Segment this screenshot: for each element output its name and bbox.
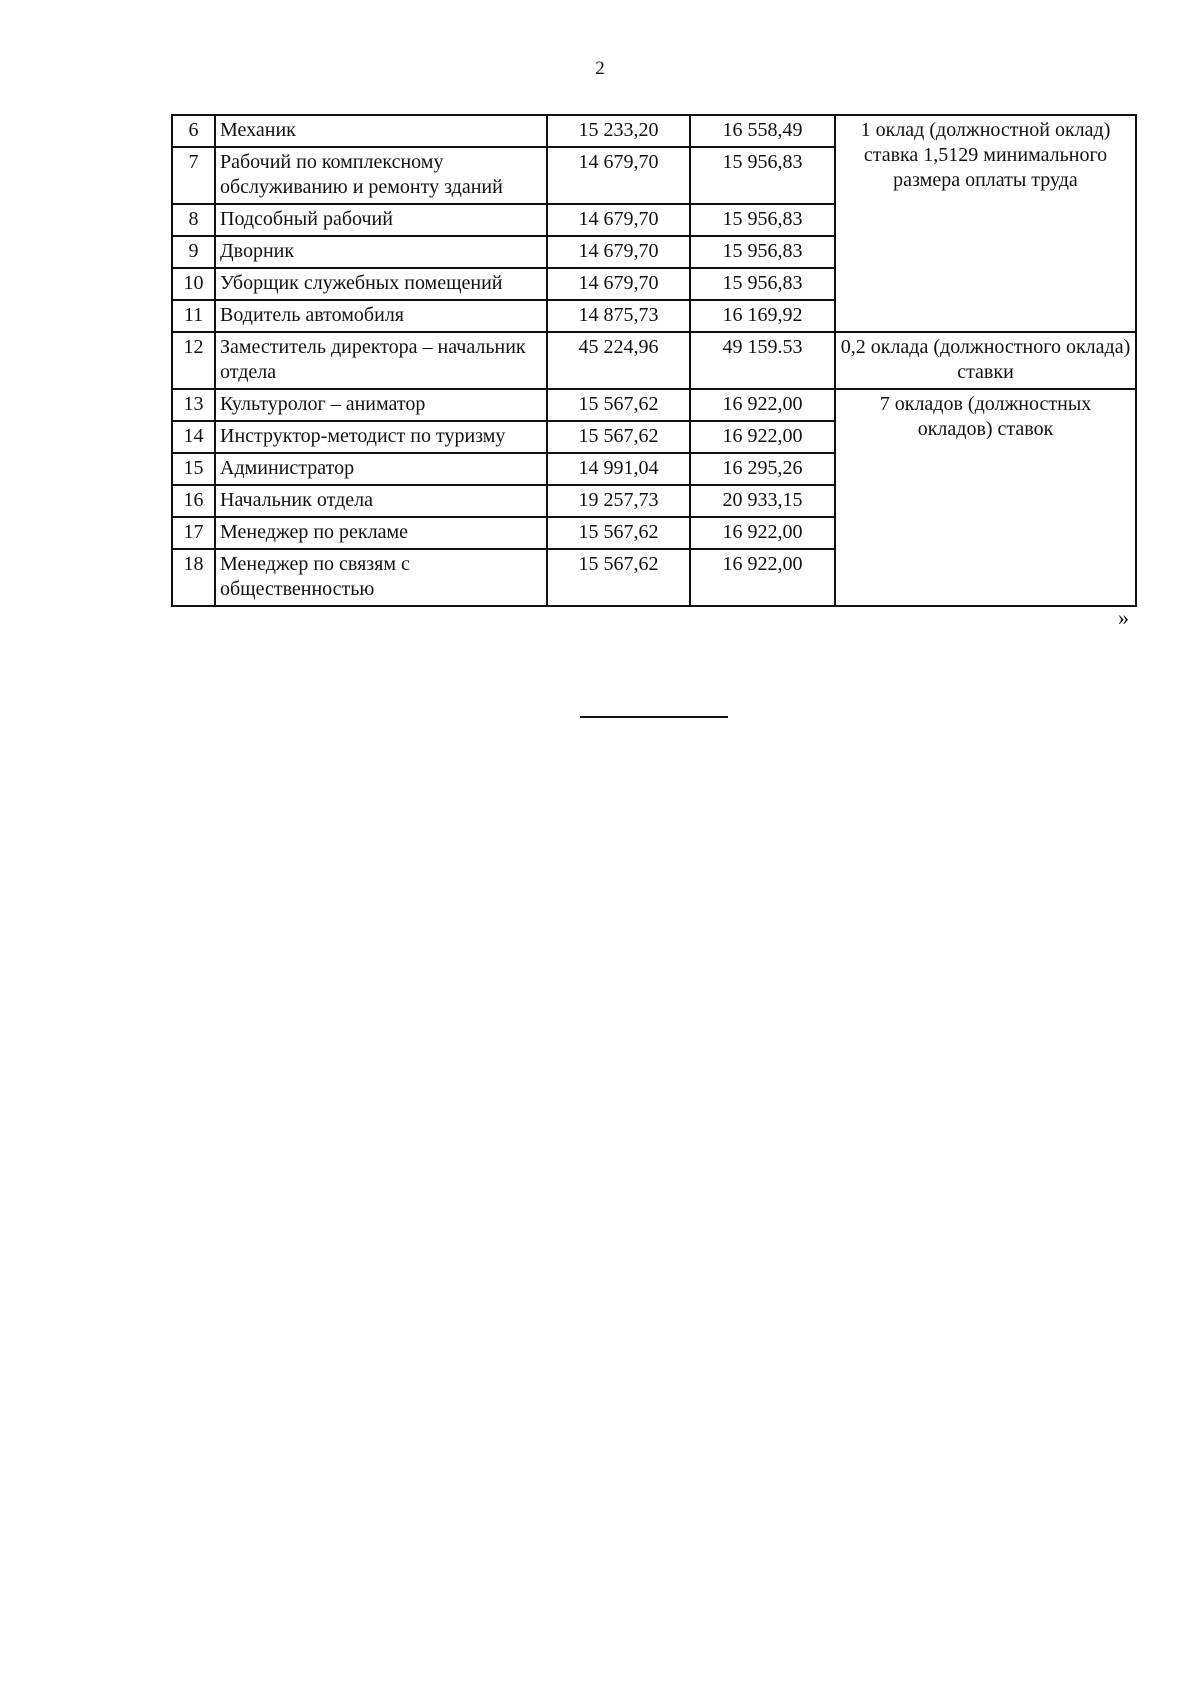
position-name: Менеджер по связям с общественностью (215, 549, 547, 606)
position-name: Администратор (215, 453, 547, 485)
row-number: 9 (172, 236, 215, 268)
salary-value-2: 16 295,26 (690, 453, 835, 485)
salary-value-1: 14 679,70 (547, 236, 690, 268)
row-number: 17 (172, 517, 215, 549)
row-number: 16 (172, 485, 215, 517)
salary-value-1: 14 679,70 (547, 147, 690, 204)
salary-value-2: 15 956,83 (690, 236, 835, 268)
salary-value-2: 15 956,83 (690, 268, 835, 300)
salary-value-1: 14 679,70 (547, 204, 690, 236)
row-number: 7 (172, 147, 215, 204)
table-row (172, 389, 1136, 421)
salary-value-1: 14 875,73 (547, 300, 690, 332)
closing-quote: » (1118, 605, 1129, 630)
position-name: Заместитель директора – начальник отдела (215, 332, 547, 389)
row-number: 11 (172, 300, 215, 332)
salary-value-1: 14 679,70 (547, 268, 690, 300)
table-row (172, 115, 1136, 147)
salary-value-2: 16 169,92 (690, 300, 835, 332)
position-name: Менеджер по рекламе (215, 517, 547, 549)
row-number: 14 (172, 421, 215, 453)
salary-value-2: 15 956,83 (690, 204, 835, 236)
position-name: Подсобный рабочий (215, 204, 547, 236)
position-name: Уборщик служебных помещений (215, 268, 547, 300)
position-name: Рабочий по комплексному обслуживанию и ремонту зданий (215, 147, 547, 204)
row-number: 13 (172, 389, 215, 421)
position-name: Механик (215, 115, 547, 147)
position-name: Начальник отдела (215, 485, 547, 517)
salary-value-1: 15 567,62 (547, 389, 690, 421)
salary-value-1: 15 567,62 (547, 549, 690, 606)
note-cell: 0,2 оклада (должностного оклада) ставки (835, 332, 1136, 389)
salary-value-2: 16 922,00 (690, 517, 835, 549)
salary-value-2: 16 922,00 (690, 549, 835, 606)
position-name: Дворник (215, 236, 547, 268)
salary-value-2: 20 933,15 (690, 485, 835, 517)
salary-value-1: 15 233,20 (547, 115, 690, 147)
table-row (172, 332, 1136, 389)
salary-value-1: 15 567,62 (547, 517, 690, 549)
salary-value-1: 14 991,04 (547, 453, 690, 485)
salary-value-1: 45 224,96 (547, 332, 690, 389)
salary-value-1: 15 567,62 (547, 421, 690, 453)
salary-value-2: 16 922,00 (690, 421, 835, 453)
row-number: 10 (172, 268, 215, 300)
page-number: 2 (595, 58, 605, 79)
row-number: 8 (172, 204, 215, 236)
salary-value-1: 19 257,73 (547, 485, 690, 517)
position-name: Культуролог – аниматор (215, 389, 547, 421)
position-name: Водитель автомобиля (215, 300, 547, 332)
end-divider (580, 716, 728, 718)
row-number: 12 (172, 332, 215, 389)
salary-value-2: 16 922,00 (690, 389, 835, 421)
salary-value-2: 15 956,83 (690, 147, 835, 204)
row-number: 6 (172, 115, 215, 147)
position-name: Инструктор-методист по туризму (215, 421, 547, 453)
row-number: 18 (172, 549, 215, 606)
salary-table (171, 114, 1137, 607)
note-cell: 1 оклад (должностной оклад) ставка 1,5129 минимального размера оплаты труда (835, 115, 1136, 332)
salary-value-2: 49 159.53 (690, 332, 835, 389)
note-cell: 7 окладов (должностных окладов) ставок (835, 389, 1136, 606)
salary-value-2: 16 558,49 (690, 115, 835, 147)
row-number: 15 (172, 453, 215, 485)
